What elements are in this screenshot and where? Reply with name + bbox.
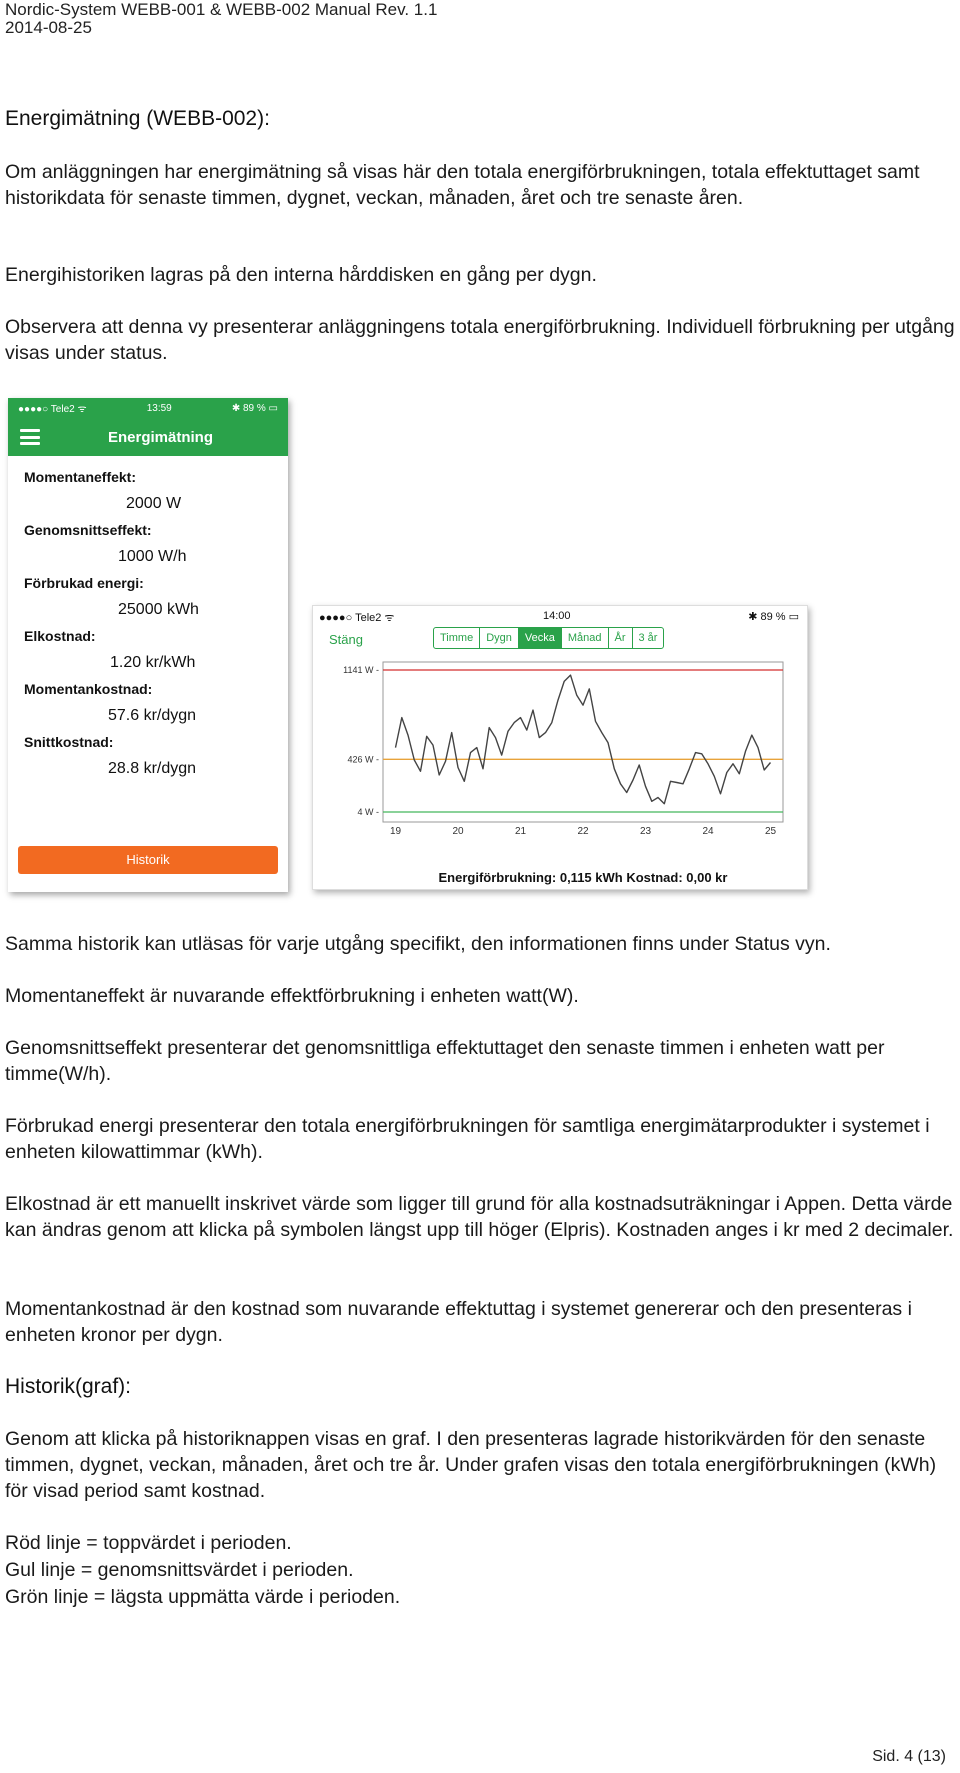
historik-button[interactable]: Historik: [18, 846, 278, 874]
paragraph: Momentankostnad är den kostnad som nuvarande effektuttag i systemet genererar och den presenteras i enheten kronor per dygn.: [5, 1298, 912, 1346]
label-elkostnad: Elkostnad:: [24, 628, 96, 644]
carrier-signal: ●●●●○ Tele2 ᯤ: [18, 404, 87, 415]
label-momentankostnad: Momentankostnad:: [24, 681, 153, 697]
status-bar: [8, 398, 288, 418]
close-button[interactable]: Stäng: [329, 632, 363, 647]
tab-dygn[interactable]: Dygn: [480, 628, 519, 648]
section-heading-energimatning: Energimätning (WEBB-002):: [5, 107, 270, 130]
chart-summary: Energiförbrukning: 0,115 kWh Kostnad: 0,00 kr: [438, 870, 728, 885]
x-tick-label: 25: [764, 826, 777, 837]
paragraph: Momentaneffekt är nuvarande effektförbrukning i enheten watt(W).: [5, 985, 579, 1007]
y-tick-label: 4 W -: [357, 807, 379, 817]
value-forbrukad-energi: 25000 kWh: [118, 601, 199, 618]
legend-yellow-line: Gul linje = genomsnittsvärdet i perioden.: [5, 1559, 354, 1581]
legend-red-line: Röd linje = toppvärdet i perioden.: [5, 1532, 292, 1554]
value-elkostnad: 1.20 kr/kWh: [110, 654, 196, 671]
y-tick-label: 426 W -: [347, 754, 379, 765]
value-genomsnittseffekt: 1000 W/h: [118, 548, 187, 565]
screen-title: Energimätning: [108, 428, 214, 446]
nav-bar: [8, 418, 288, 456]
paragraph: Om anläggningen har energimätning så visas här den totala energiförbrukningen, totala effektuttaget samt historikdata för senaste timmen, dygnet, veckan, månaden, året och tre senaste åren.: [5, 161, 920, 209]
series-line-effekt: [396, 675, 771, 804]
value-snittkostnad: 28.8 kr/dygn: [108, 760, 197, 777]
paragraph: Observera att denna vy presenterar anläggningens totala energiförbrukning. Individuell förbrukning per utgång visas under status.: [5, 316, 955, 364]
history-chart: [313, 656, 807, 889]
x-tick-label: 20: [452, 826, 464, 837]
legend-green-line: Grön linje = lägsta uppmätta värde i perioden.: [5, 1586, 401, 1608]
value-momentaneffekt: 2000 W: [126, 495, 182, 512]
y-tick-label: 1141 W -: [343, 665, 379, 675]
label-genomsnittseffekt: Genomsnittseffekt:: [24, 522, 152, 538]
label-momentaneffekt: Momentaneffekt:: [24, 469, 137, 485]
value-momentankostnad: 57.6 kr/dygn: [108, 707, 197, 724]
menu-icon[interactable]: [20, 429, 40, 445]
period-segmented-control: [433, 627, 664, 649]
phone-screenshot-historik: [312, 605, 808, 890]
carrier-signal: ●●●●○ Tele2 ᯤ: [319, 612, 395, 624]
x-tick-label: 24: [702, 826, 714, 837]
battery-indicator: ✱ 89 % ▭: [748, 611, 799, 623]
chart-toolbar: [313, 626, 807, 652]
energy-values: [8, 456, 288, 782]
status-time: 14:00: [543, 610, 571, 622]
plot-frame: [383, 662, 783, 822]
paragraph: Genomsnittseffekt presenterar det genomsnittliga effektuttaget den senaste timmen i enheten watt per timme(W/h).: [5, 1037, 885, 1085]
tab-3ar[interactable]: 3 år: [638, 632, 658, 644]
document-header-title: Nordic-System WEBB-001 & WEBB-002 Manual Rev. 1.1: [5, 0, 438, 19]
page-number: Sid. 4 (13): [872, 1748, 946, 1765]
section-heading-historik: Historik(graf):: [5, 1375, 132, 1398]
paragraph: Energihistoriken lagras på den interna hårddisken en gång per dygn.: [5, 264, 597, 286]
label-forbrukad-energi: Förbrukad energi:: [24, 575, 144, 591]
x-tick-label: 22: [577, 826, 589, 837]
paragraph: Elkostnad är ett manuellt inskrivet värde som ligger till grund för alla kostnadsuträkningar i Appen. Detta värde kan ändras genom att klicka på symbolen längst upp till höger (Elpris). Kostnaden anges i kr med 2 decimaler.: [5, 1193, 954, 1241]
x-tick-label: 19: [389, 826, 402, 837]
document-header-date: 2014-08-25: [5, 18, 92, 37]
status-bar: [313, 606, 807, 626]
x-tick-label: 23: [639, 826, 652, 837]
battery-indicator: ✱ 89 % ▭: [231, 402, 278, 414]
tab-ar[interactable]: År: [609, 628, 633, 648]
status-time: 13:59: [146, 402, 172, 414]
x-tick-label: 21: [514, 826, 527, 837]
paragraph: Samma historik kan utläsas för varje utgång specifikt, den informationen finns under Status vyn.: [5, 933, 831, 955]
phone-screenshot-energimatning: [8, 398, 288, 892]
tab-timme[interactable]: Timme: [434, 628, 480, 648]
tab-manad[interactable]: Månad: [562, 628, 609, 648]
paragraph: Förbrukad energi presenterar den totala energiförbrukningen för samtliga energimätarprodukter i systemet i enheten kilowattimmar (kWh).: [5, 1115, 930, 1163]
tab-vecka[interactable]: Vecka: [519, 628, 562, 648]
label-snittkostnad: Snittkostnad:: [24, 734, 114, 750]
paragraph: Genom att klicka på historiknappen visas en graf. I den presenteras lagrade historikvärden för den senaste timmen, dygnet, veckan, månaden, året och tre år. Under grafen visas den totala energiförbrukningen (kWh) för visad period samt kostnad.: [5, 1428, 937, 1502]
